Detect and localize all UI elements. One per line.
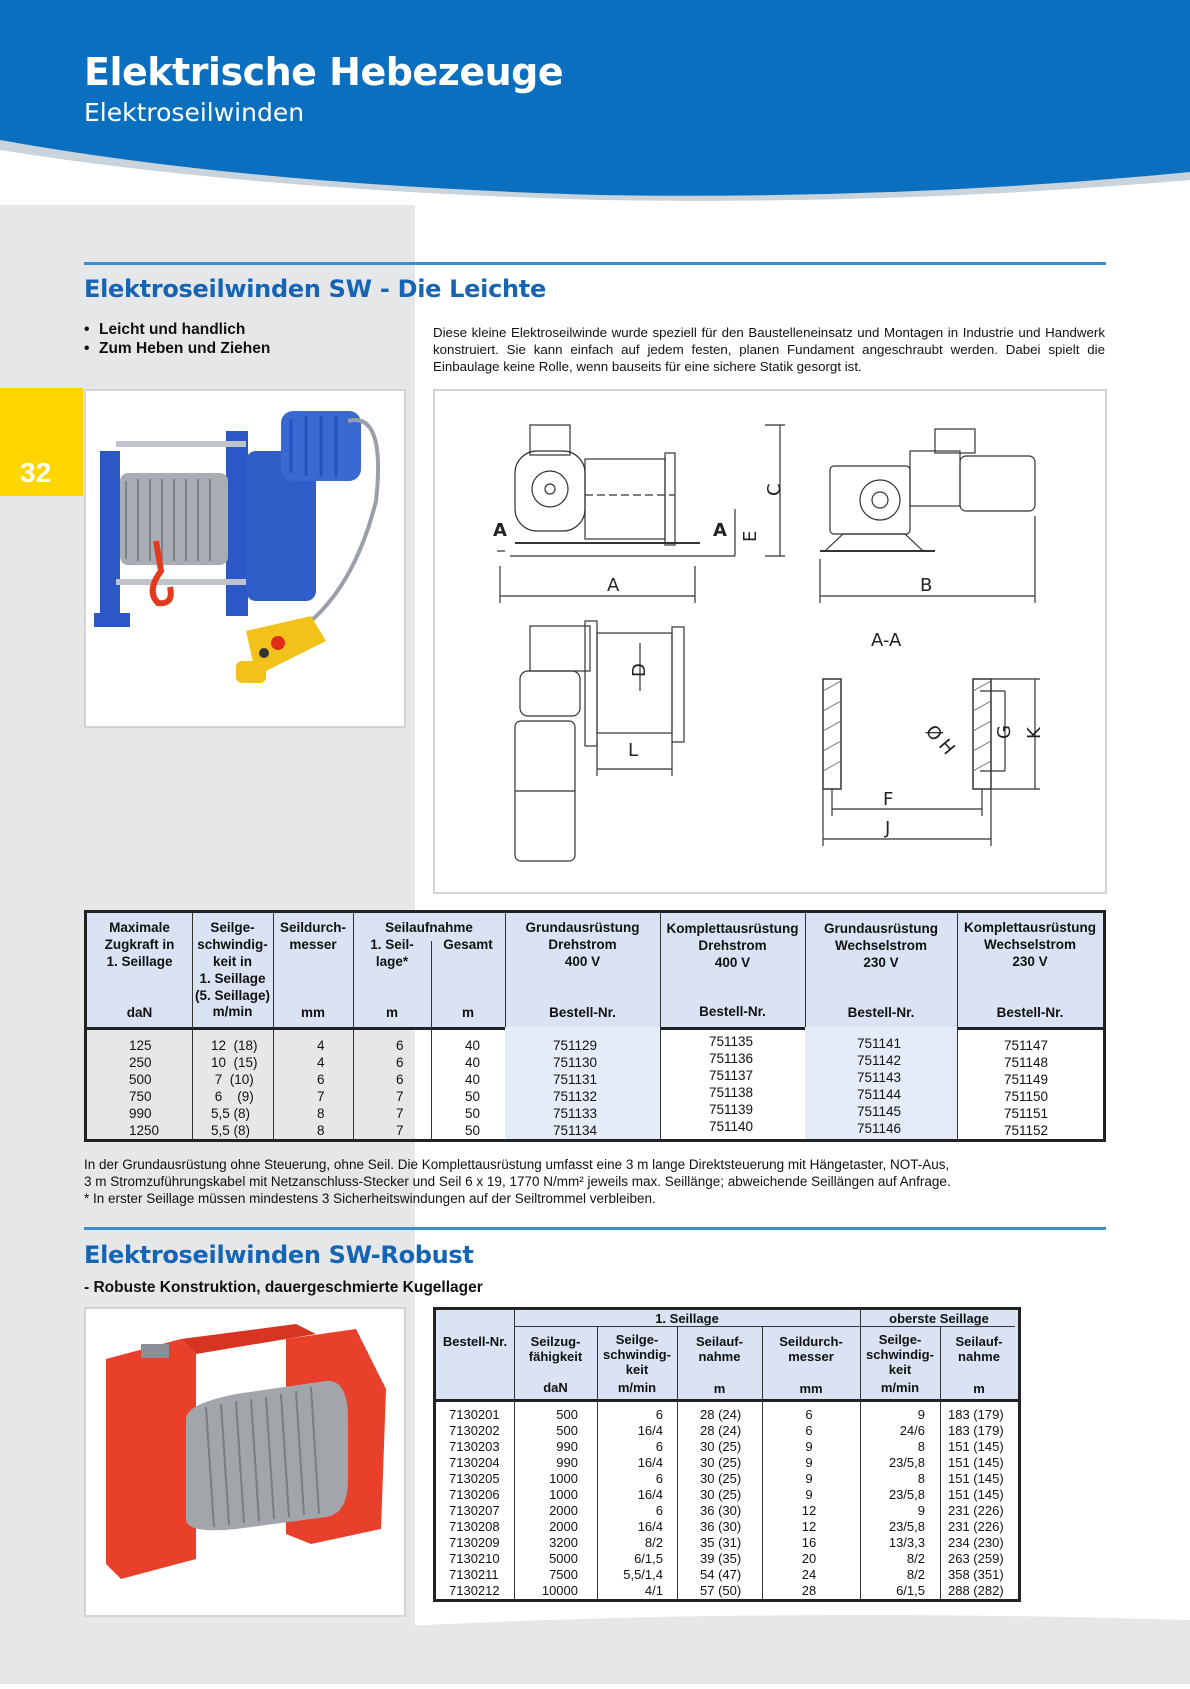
table-cell: 9 xyxy=(917,1407,925,1422)
table-cell: 16/4 xyxy=(637,1455,663,1470)
header-komplett-wechsel: Komplettausrüstung Wechselstrom 230 V xyxy=(963,920,1096,969)
table-cell: 13/3,3 xyxy=(888,1535,925,1550)
unit-m: m xyxy=(713,1381,726,1396)
table-cell: 6 xyxy=(655,1439,663,1454)
section2-title: Elektroseilwinden SW-Robust xyxy=(84,1241,474,1269)
feature-item: • Zum Heben und Ziehen xyxy=(84,340,270,359)
header-bestellnr: Bestell-Nr. xyxy=(442,1334,508,1349)
table-cell: 1000 xyxy=(549,1487,578,1502)
table-cell: 990 xyxy=(556,1455,578,1470)
table-cell: 151 (145) xyxy=(948,1455,1004,1470)
header-erste-seillage: 1. Seil- lage* xyxy=(370,937,414,969)
table-cell: 12 xyxy=(801,1503,817,1518)
table-cell: 751139 xyxy=(709,1102,754,1117)
col-komplett-wechsel xyxy=(1004,1037,1048,1139)
table-cell: 151 (145) xyxy=(948,1439,1004,1454)
col-geschwindigkeit xyxy=(211,1037,258,1139)
table-cell: 30 (25) xyxy=(700,1471,742,1486)
table-cell: 358 (351) xyxy=(948,1567,1004,1582)
table-cell: 30 (25) xyxy=(700,1439,742,1454)
col-durchmesser xyxy=(317,1037,325,1139)
table-cell: 751140 xyxy=(709,1119,754,1134)
col-seillage xyxy=(396,1037,404,1139)
table-cell: 7 (10) xyxy=(211,1072,254,1087)
table-cell: 7 xyxy=(396,1089,404,1104)
intro-paragraph: Diese kleine Elektroseilwinde wurde speziell für den Baustelleneinsatz und Montagen in Industrie und Handwerk konstruiert. Sie kann einfach auf jedem festen, planen Fundament angeschraubt werden. Dabei spielt die Einbaulage keine Rolle, wenn bauseits für eine sichere Statik gesorgt ist. xyxy=(433,325,1105,374)
table-cell: 8 xyxy=(317,1123,325,1138)
table-cell: 39 (35) xyxy=(700,1551,742,1566)
table-cell: 9 xyxy=(805,1455,813,1470)
table-cell: 2000 xyxy=(549,1519,578,1534)
table-cell: 6 xyxy=(805,1407,813,1422)
table-cell: 50 xyxy=(465,1106,481,1121)
table-cell: 8 xyxy=(917,1471,925,1486)
unit-mmin: m/min xyxy=(617,1380,657,1395)
footer-swoosh xyxy=(0,1590,1190,1684)
table-cell: 6/1,5 xyxy=(634,1551,663,1566)
table-cell: 125 xyxy=(129,1038,152,1053)
dim-label-L: L xyxy=(628,740,639,761)
table-cell: 234 (230) xyxy=(948,1535,1004,1550)
dim-label-H: H xyxy=(934,735,959,760)
table-cell: 23/5,8 xyxy=(888,1519,925,1534)
table-cell: 250 xyxy=(129,1055,152,1070)
table-cell: 1250 xyxy=(129,1123,160,1138)
unit-bestellnr: Bestell-Nr. xyxy=(549,1005,616,1020)
table-cell: 4 xyxy=(317,1038,325,1053)
table-cell: 6 xyxy=(655,1471,663,1486)
table-cell: 751134 xyxy=(553,1123,598,1138)
table-cell: 751142 xyxy=(857,1053,902,1068)
table-cell: 24 xyxy=(801,1567,817,1582)
section1-title: Elektroseilwinden SW - Die Leichte xyxy=(84,275,546,303)
section-divider xyxy=(84,262,1106,265)
table-cell: 57 (50) xyxy=(700,1583,742,1598)
table-cell: 263 (259) xyxy=(948,1551,1004,1566)
table-cell: 50 xyxy=(465,1089,481,1104)
page-number: 32 xyxy=(20,457,52,488)
table-notes xyxy=(84,1156,1114,1207)
col-seilzug xyxy=(520,1407,578,1599)
header-seilaufnahme: Seilauf- nahme xyxy=(696,1334,743,1364)
page-title: Elektrische Hebezeuge xyxy=(84,50,564,94)
header-gesamt: Gesamt xyxy=(443,937,493,952)
dim-label-A2: A xyxy=(713,520,727,541)
dim-label-J: J xyxy=(885,818,891,839)
table-cell: 6 xyxy=(655,1407,663,1422)
table-cell: 151 (145) xyxy=(948,1487,1004,1502)
col-geschwindigkeit xyxy=(606,1407,663,1599)
table-cell: 20 xyxy=(801,1551,817,1566)
unit-mm: mm xyxy=(799,1381,823,1396)
table-cell: 40 xyxy=(465,1055,481,1070)
table-cell: 4 xyxy=(317,1055,325,1070)
table-cell: 5,5 (8) xyxy=(211,1106,251,1121)
table-cell: 288 (282) xyxy=(948,1583,1004,1598)
table-cell: 6/1,5 xyxy=(896,1583,925,1598)
table-cell: 751143 xyxy=(857,1070,902,1085)
table-cell: 6 xyxy=(655,1503,663,1518)
table-cell: 183 (179) xyxy=(948,1407,1004,1422)
robust-winch-photo-box xyxy=(84,1307,406,1617)
dim-label-F: F xyxy=(883,789,894,810)
col-grund-wechsel xyxy=(857,1035,901,1137)
header-seilaufnahme: Seilaufnahme xyxy=(385,920,473,935)
table-cell: 751152 xyxy=(1004,1123,1049,1138)
header-seildurchmesser: Seildurch- messer xyxy=(279,920,346,952)
table-cell: 751145 xyxy=(857,1104,902,1119)
table-cell: 5000 xyxy=(549,1551,578,1566)
table-cell: 1000 xyxy=(549,1471,578,1486)
dim-label-E: E xyxy=(740,530,761,542)
table-cell: 7500 xyxy=(549,1567,578,1582)
dim-label-diameter: Ø xyxy=(920,721,947,746)
col-oberste-seilaufnahme xyxy=(948,1407,1004,1599)
table-cell: 9 xyxy=(917,1503,925,1518)
table-cell: 12 xyxy=(801,1519,817,1534)
table-cell: 28 (24) xyxy=(700,1407,742,1422)
sw-leichte-table xyxy=(84,910,1106,1142)
winch-photo-box xyxy=(84,389,406,728)
header-grund-dreh: Grundausrüstung Drehstrom 400 V xyxy=(525,920,640,969)
table-cell: 7130202 xyxy=(449,1423,500,1438)
table-cell: 16/4 xyxy=(637,1519,663,1534)
unit-bestellnr: Bestell-Nr. xyxy=(996,1005,1064,1020)
table-cell: 9 xyxy=(805,1471,813,1486)
col-oberste-geschwindigkeit xyxy=(866,1407,925,1599)
table-cell: 751151 xyxy=(1004,1106,1049,1121)
table-cell: 9 xyxy=(805,1487,813,1502)
note-line: In der Grundausrüstung ohne Steuerung, ohne Seil. Die Komplettausrüstung umfasst eine 3 m lange Direktsteuerung mit Hängetaster, NOT-Aus, xyxy=(84,1157,950,1172)
table-cell: 16 xyxy=(801,1535,817,1550)
unit-m: m xyxy=(385,1005,398,1020)
unit-m: m xyxy=(973,1381,985,1396)
table-cell: 7130209 xyxy=(449,1535,500,1550)
table-cell: 8/2 xyxy=(906,1551,925,1566)
unit-m: m xyxy=(461,1005,474,1020)
table-cell: 751133 xyxy=(553,1106,598,1121)
section-divider xyxy=(84,1227,1106,1230)
table-cell: 50 xyxy=(465,1123,481,1138)
table-cell: 990 xyxy=(129,1106,152,1121)
table-cell: 12 (18) xyxy=(211,1038,258,1053)
feature-list xyxy=(84,321,270,359)
header-seilgeschwindigkeit: Seilge- schwindig- keit in 1. Seillage (5. Seillage) xyxy=(194,920,271,1003)
table-cell: 500 xyxy=(556,1423,578,1438)
table-cell: 36 (30) xyxy=(700,1519,742,1534)
table-cell: 751141 xyxy=(857,1036,902,1051)
table-cell: 7130206 xyxy=(449,1487,500,1502)
table-cell: 8 xyxy=(317,1106,325,1121)
table-cell: 16/4 xyxy=(637,1487,663,1502)
blue-winch-image xyxy=(86,391,404,726)
table-cell: 751136 xyxy=(709,1051,754,1066)
table-cell: 7130211 xyxy=(449,1567,499,1582)
col-gesamt xyxy=(465,1037,480,1139)
table-cell: 40 xyxy=(465,1072,481,1087)
table-cell: 751135 xyxy=(709,1034,754,1049)
table-cell: 9 xyxy=(805,1439,813,1454)
table-cell: 6 xyxy=(317,1072,325,1087)
section-label: A-A xyxy=(871,630,902,651)
unit-mmin: m/min xyxy=(880,1380,920,1395)
table-cell: 2000 xyxy=(549,1503,578,1518)
table-cell: 10000 xyxy=(541,1583,578,1598)
table-cell: 3200 xyxy=(549,1535,578,1550)
note-line: * In erster Seillage müssen mindestens 3 Sicherheitswindungen auf der Seiltrommel verbleiben. xyxy=(84,1191,656,1206)
red-winch-image xyxy=(86,1309,404,1615)
table-cell: 30 (25) xyxy=(700,1487,742,1502)
table-cell: 751138 xyxy=(709,1085,754,1100)
table-cell: 6 xyxy=(396,1038,404,1053)
table-cell: 500 xyxy=(129,1072,152,1087)
table-cell: 7 xyxy=(396,1106,404,1121)
dim-label-B: B xyxy=(920,575,933,596)
dim-label-A1: A xyxy=(493,520,507,541)
technical-drawing-box xyxy=(433,389,1107,894)
feature-item: • Leicht und handlich xyxy=(84,321,270,340)
table-cell: 751148 xyxy=(1004,1055,1049,1070)
dim-label-K: K xyxy=(1024,727,1045,739)
table-cell: 7130208 xyxy=(449,1519,500,1534)
table-cell: 231 (226) xyxy=(948,1519,1004,1534)
table-cell: 24/6 xyxy=(899,1423,925,1438)
col-seildurchmesser xyxy=(794,1407,824,1599)
col-seilaufnahme xyxy=(700,1407,741,1599)
table-cell: 8/2 xyxy=(906,1567,925,1582)
table-cell: 16/4 xyxy=(637,1423,663,1438)
table-cell: 30 (25) xyxy=(700,1455,742,1470)
table-cell: 751129 xyxy=(553,1038,598,1053)
table-cell: 751149 xyxy=(1004,1072,1049,1087)
table-cell: 28 (24) xyxy=(700,1423,742,1438)
table-cell: 751144 xyxy=(857,1087,902,1102)
header-zugkraft: Maximale Zugkraft in 1. Seillage xyxy=(104,920,175,969)
table-cell: 40 xyxy=(465,1038,481,1053)
table-cell: 751150 xyxy=(1004,1089,1049,1104)
header-komplett-dreh: Komplettausrüstung Drehstrom 400 V xyxy=(666,921,799,970)
group-oberste-seillage: oberste Seillage xyxy=(889,1311,989,1326)
table-cell: 6 xyxy=(805,1423,813,1438)
table-cell: 23/5,8 xyxy=(888,1487,925,1502)
table-cell: 7130212 xyxy=(449,1583,500,1598)
dim-label-D: D xyxy=(629,663,650,677)
dim-label-C: C xyxy=(764,483,785,496)
unit-bestellnr: Bestell-Nr. xyxy=(847,1005,915,1020)
table-cell: 36 (30) xyxy=(700,1503,742,1518)
page-subtitle: Elektroseilwinden xyxy=(84,98,305,127)
table-cell: 6 xyxy=(396,1072,404,1087)
unit-dan: daN xyxy=(543,1380,568,1395)
table-cell: 7 xyxy=(396,1123,404,1138)
table-cell: 751131 xyxy=(553,1072,598,1087)
table-cell: 8 xyxy=(917,1439,925,1454)
header-oberste-seilaufnahme: Seilauf- nahme xyxy=(955,1334,1003,1364)
table-cell: 7130210 xyxy=(449,1551,500,1566)
table-cell: 10 (15) xyxy=(211,1055,258,1070)
table-cell: 751147 xyxy=(1004,1038,1049,1053)
table-cell: 7130207 xyxy=(449,1503,500,1518)
table-cell: 54 (47) xyxy=(700,1567,742,1582)
col-bestellnr xyxy=(449,1407,500,1599)
dimension-drawing xyxy=(435,391,1105,892)
header-grund-wechsel: Grundausrüstung Wechselstrom 230 V xyxy=(824,921,938,970)
header-banner xyxy=(0,0,1190,225)
col-grund-dreh xyxy=(553,1037,597,1139)
table-cell: 35 (31) xyxy=(700,1535,742,1550)
table-cell: 5,5 (8) xyxy=(211,1123,251,1138)
table-cell: 23/5,8 xyxy=(888,1455,925,1470)
table-cell: 7 xyxy=(317,1089,325,1104)
unit-mm: mm xyxy=(300,1005,325,1020)
table-cell: 151 (145) xyxy=(948,1471,1004,1486)
table-cell: 6 (9) xyxy=(211,1089,254,1104)
unit-dan: daN xyxy=(126,1005,153,1020)
col-komplett-dreh xyxy=(709,1033,753,1135)
dim-label-A: A xyxy=(607,575,620,596)
header-seilzug: Seilzug- fähigkeit xyxy=(528,1334,583,1364)
group-erste-seillage: 1. Seillage xyxy=(655,1311,719,1326)
table-cell: 7130204 xyxy=(449,1455,500,1470)
col-zugkraft xyxy=(129,1037,159,1139)
table-cell: 5,5/1,4 xyxy=(623,1567,663,1582)
table-cell: 7130201 xyxy=(449,1407,500,1422)
section2-subtitle: - Robuste Konstruktion, dauergeschmierte Kugellager xyxy=(84,1279,483,1296)
table-cell: 750 xyxy=(129,1089,152,1104)
table-cell: 183 (179) xyxy=(948,1423,1004,1438)
table-cell: 231 (226) xyxy=(948,1503,1004,1518)
table-cell: 751146 xyxy=(857,1121,902,1136)
table-cell: 500 xyxy=(556,1407,578,1422)
unit-bestellnr: Bestell-Nr. xyxy=(699,1004,766,1019)
dim-label-G: G xyxy=(994,725,1015,739)
header-oberste-geschwindigkeit: Seilge- schwindig- keit xyxy=(866,1332,934,1377)
unit-mmin: m/min xyxy=(212,1004,253,1019)
header-geschwindigkeit: Seilge- schwindig- keit xyxy=(603,1332,671,1377)
note-line: 3 m Stromzuführungskabel mit Netzanschluss-Stecker und Seil 6 x 19, 1770 N/mm² jeweils max. Seillänge; abweichende Seillängen auf Anfrage. xyxy=(84,1174,951,1189)
table-body xyxy=(87,1030,1103,1139)
table-cell: 751137 xyxy=(709,1068,754,1083)
table-cell: 751132 xyxy=(553,1089,598,1104)
table-cell: 8/2 xyxy=(644,1535,663,1550)
table-cell: 28 xyxy=(801,1583,817,1598)
header-seildurchmesser: Seildurch- messer xyxy=(779,1334,843,1364)
table-cell: 7130205 xyxy=(449,1471,500,1486)
table-cell: 4/1 xyxy=(644,1583,663,1598)
sw-robust-table xyxy=(433,1307,1021,1602)
table-cell: 751130 xyxy=(553,1055,598,1070)
table-cell: 990 xyxy=(556,1439,578,1454)
table-cell: 7130203 xyxy=(449,1439,500,1454)
table-cell: 6 xyxy=(396,1055,404,1070)
